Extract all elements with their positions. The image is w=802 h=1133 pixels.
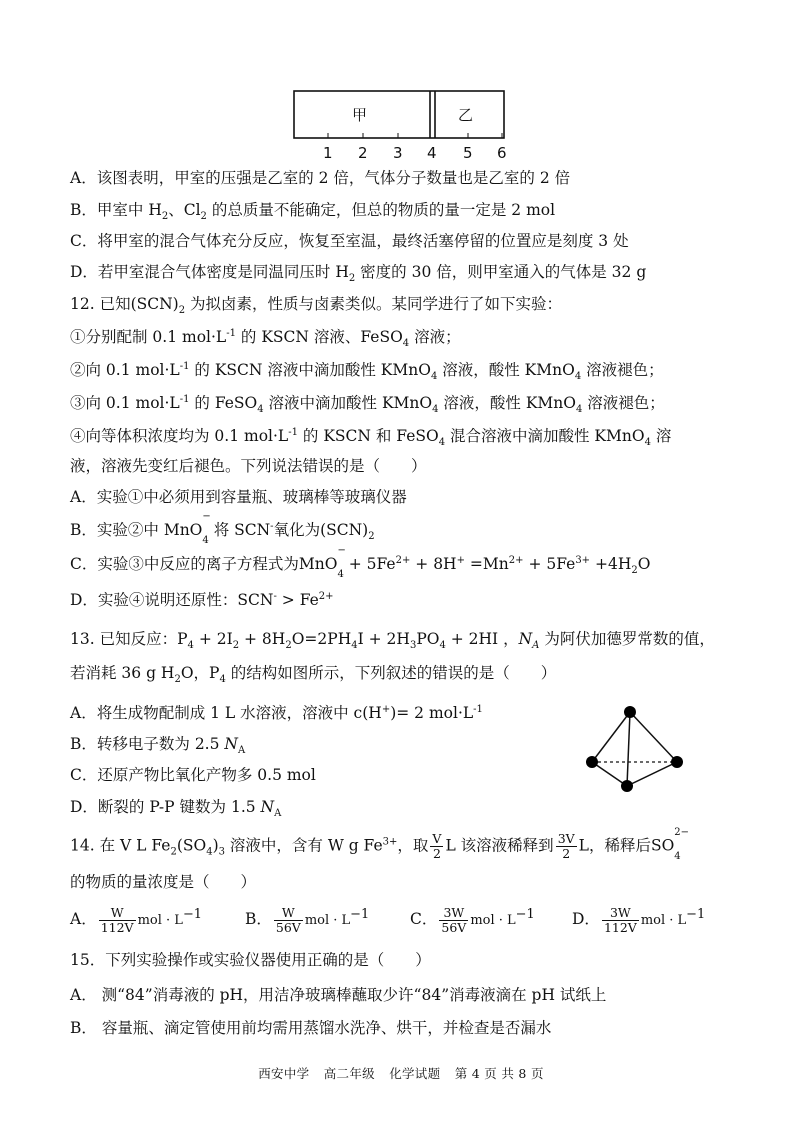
tick-1: 1	[323, 144, 333, 162]
q13-stem-cont: 若消耗 36 g $H_2O$，$P_4$ 的结构如图所示，下列叙述的错误的是（ ）	[70, 664, 557, 686]
q11-option-b: B．甲室中 $H_2$、$Cl_2$ 的总质量不能确定，但总的物质的量一定是 2 mol	[70, 201, 556, 223]
q12-option-a: A．实验①中必须用到容量瓶、玻璃棒等玻璃仪器	[70, 488, 407, 506]
q13-option-c: C．还原产物比氧化产物多 0.5 mol	[70, 766, 316, 784]
tick-4: 4	[427, 144, 437, 162]
q13-option-b: B．转移电子数为 2.5 $N_A$	[70, 735, 246, 757]
q15-option-b: B． 容量瓶、滴定管使用前均需用蒸馏水洗净、烘干，并检查是否漏水	[70, 1019, 552, 1037]
q12-step-3: ③向 0.1 $mol\cdot L^{-1}$ 的 FeSO$_4$ 溶液中滴加酸性 KMnO$_4$ 溶液，酸性 KMnO$_4$ 溶液褪色；	[70, 393, 665, 416]
q14-option-d: D． $\frac{3W}{112V}$ mol · $L^{-1}$	[572, 904, 706, 935]
q11-option-c: C．将甲室的混合气体充分反应，恢复至室温，最终活塞停留的位置应是刻度 3 处	[70, 232, 629, 250]
tick-3: 3	[393, 144, 403, 162]
q14-option-b: B． $\frac{W}{56V}$ mol · $L^{-1}$	[245, 904, 370, 935]
fraction-3v-over-2: $\frac{3V}{2}$	[557, 831, 575, 861]
q12-option-c: C．实验③中反应的离子方程式为MnO$_4$ − + $5Fe^{2+} + 8H^+ =Mn^{2+} + 5Fe^{3+} +4H_2O$	[70, 545, 651, 581]
q12-step-4: ④向等体积浓度均为 0.1 $mol\cdot L^{-1}$ 的 KSCN 和 FeSO$_4$ 混合溶液中滴加酸性 KMnO$_4$ 溶	[70, 426, 672, 449]
q14-option-a: A． $\frac{W}{112V}$ mol · $L^{-1}$	[70, 904, 202, 935]
gas-chamber-figure	[290, 88, 516, 162]
q12-option-b: B．实验②中 MnO$_4$ − 将 SCN-氧化为$(SCN)_2$	[70, 511, 375, 547]
q14-stem: 14. 在 V L $Fe_2(SO_4)_3$ 溶液中，含有 W g $Fe^{3+}$，取 $\frac{V}{2}$ L 该溶液稀释到 $\frac{3V}{2}$ L，稀释后$SO_4$ 2−	[70, 826, 690, 862]
footer-school: 西安中学	[258, 1066, 310, 1081]
fraction-v-over-2: $\frac{V}{2}$	[432, 831, 442, 861]
q15-option-a: A． 测“84”消毒液的 pH，用洁净玻璃棒蘸取少许“84”消毒液滴在 pH 试纸上	[70, 986, 607, 1004]
chamber-b-label: 乙	[458, 106, 474, 124]
chamber-a-label: 甲	[352, 106, 368, 124]
footer-grade: 高二年级	[323, 1066, 375, 1081]
page-footer	[0, 1064, 802, 1082]
q14-stem-cont: 的物质的量浓度是（ ）	[70, 873, 257, 891]
q12-step-2: ②向 0.1 $mol\cdot L^{-1}$ 的 KSCN 溶液中滴加酸性 KMnO$_4$ 溶液，酸性 KMnO$_4$ 溶液褪色；	[70, 360, 664, 383]
footer-subject: 化学试题	[389, 1066, 441, 1081]
q13-stem: 13. 已知反应：$P_4 + 2I_2 + 8H_2O=2PH_4I + 2H_3PO_4 + 2HI$ ，$N_A$ 为阿伏加德罗常数的值，	[70, 630, 715, 652]
footer-page: 第 4 页 共 8 页	[454, 1066, 544, 1081]
q12-step-4-cont: 液，溶液先变红后褪色。下列说法错误的是（ ）	[70, 457, 427, 475]
q12-stem: 12. 已知$(SCN)_2$ 为拟卤素，性质与卤素类似。某同学进行了如下实验：	[70, 295, 563, 317]
q11-option-d: D．若甲室混合气体密度是同温同压时 $H_2$ 密度的 30 倍，则甲室通入的气体是 32 g	[70, 263, 647, 285]
p4-structure-figure	[580, 700, 690, 800]
tick-5: 5	[463, 144, 473, 162]
q13-option-d: D．断裂的 P-P 键数为 1.5 $N_A$	[70, 798, 282, 820]
q12-option-d: D．实验④说明还原性：$SCN^- > Fe^{2+}$	[70, 590, 334, 609]
q13-option-a: A．将生成物配制成 1 L 水溶液，溶液中 c(H+)= 2 $mol\cdot L^{-1}$	[70, 703, 483, 722]
q15-stem: 15．下列实验操作或实验仪器使用正确的是（ ）	[70, 951, 431, 969]
tick-2: 2	[358, 144, 368, 162]
q11-option-a: A．该图表明，甲室的压强是乙室的 2 倍，气体分子数量也是乙室的 2 倍	[70, 169, 571, 187]
tick-6: 6	[497, 144, 507, 162]
q12-step-1: ①分别配制 0.1 $mol\cdot L^{-1}$ 的 KSCN 溶液、FeSO$_4$ 溶液；	[70, 327, 461, 350]
q14-option-c: C． $\frac{3W}{56V}$ mol · $L^{-1}$	[410, 904, 535, 935]
